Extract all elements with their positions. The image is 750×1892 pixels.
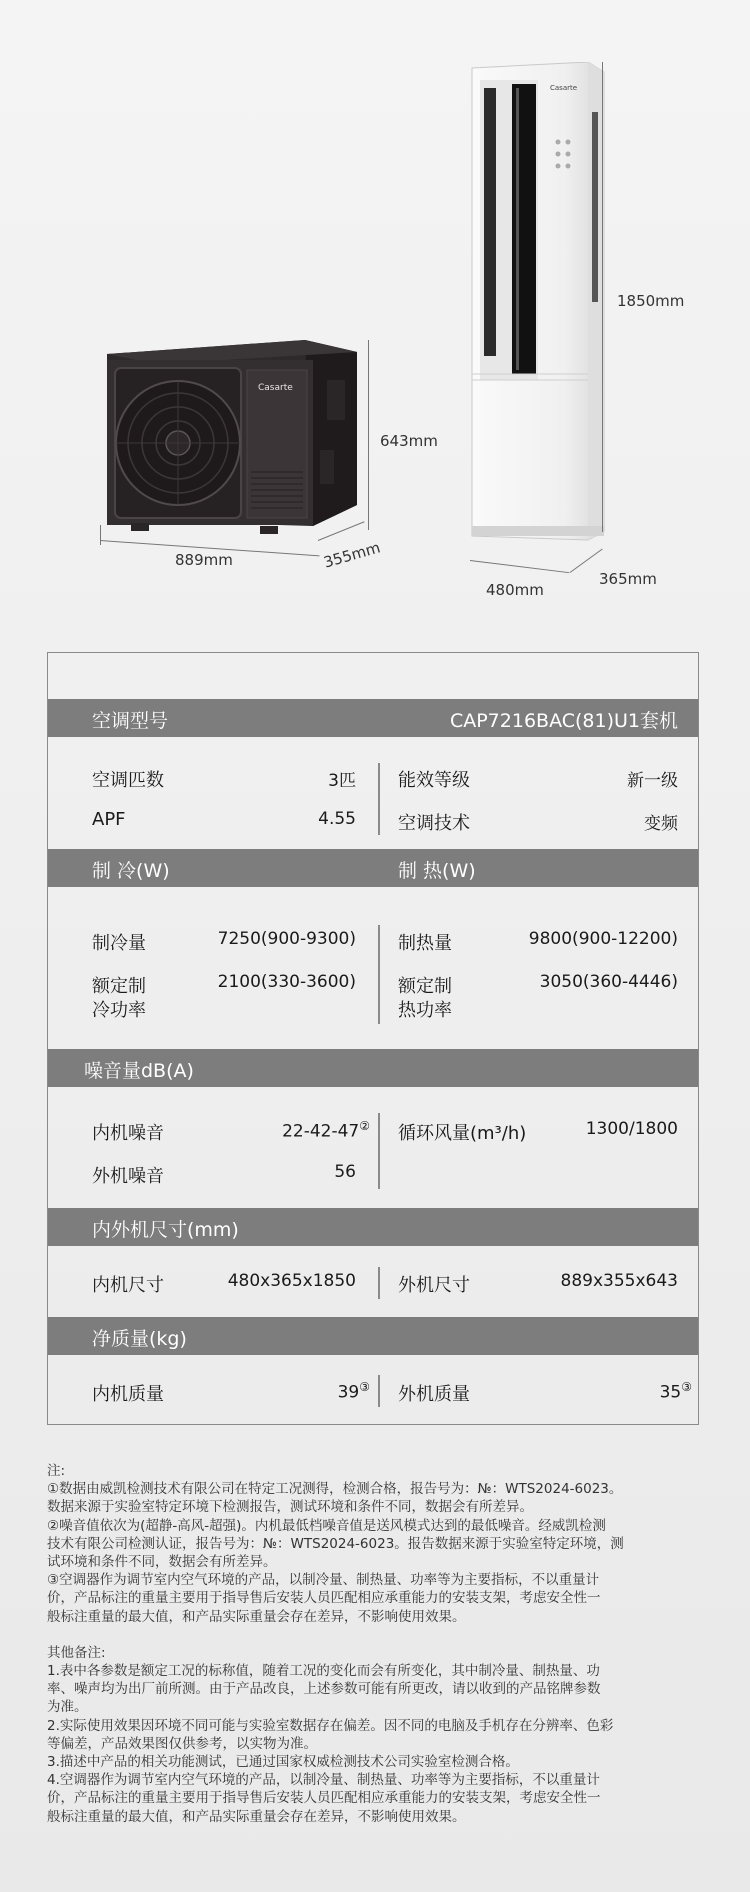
note-line: 价，产品标注的重量主要用于指导售后安装人员匹配相应承重能力的安装支架，考虑安全性一 [47, 1590, 601, 1607]
cooling-capacity-label: 制冷量 [92, 933, 146, 954]
airflow-value: 1300/1800 [585, 1119, 678, 1139]
note-line: 试环境和条件不同，数据会有所差异。 [47, 1554, 277, 1571]
outdoor-noise-label: 外机噪音 [92, 1166, 164, 1187]
rated-cool-label-2: 冷功率 [92, 1000, 146, 1021]
rated-heat-label-2: 热功率 [398, 1000, 452, 1021]
cooling-capacity-value: 7250(900-9300) [217, 929, 356, 949]
noise-bar [48, 1049, 698, 1087]
cool-heat-bar [48, 849, 698, 887]
note-line: 技术有限公司检测认证，报告号为：№：WTS2024-6023。报告数据来源于实验室特定环境，测 [47, 1535, 624, 1552]
divider [378, 1267, 380, 1299]
notes-list [47, 1480, 702, 1626]
footnote-mark: ③ [359, 1380, 370, 1394]
notes-title: 注: [47, 1463, 66, 1479]
indoor-unit-image [470, 62, 610, 547]
divider [378, 1113, 380, 1189]
outdoor-unit-image [95, 330, 370, 545]
note-line: 等偏差，产品效果图仅供参考，以实物为准。 [47, 1735, 317, 1752]
other-notes-list [47, 1662, 702, 1826]
indoor-weight-label: 内机质量 [92, 1384, 164, 1405]
footnote-mark: ② [359, 1119, 370, 1133]
weight-bar [48, 1317, 698, 1355]
note-line: ③空调器作为调节室内空气环境的产品，以制冷量、制热量、功率等为主要指标，不以重量计 [47, 1572, 600, 1589]
footnote-mark: ③ [681, 1380, 692, 1394]
indoor-width-label: 480mm [486, 581, 544, 599]
ac-tech-label: 空调技术 [398, 813, 470, 834]
outdoor-size-value: 889x355x643 [560, 1271, 678, 1291]
indoor-noise-value: 22-42-47② [282, 1119, 370, 1142]
divider [378, 763, 380, 835]
heating-capacity-label: 制热量 [398, 933, 452, 954]
other-notes-title: 其他备注: [47, 1644, 106, 1661]
note-line: 1.表中各参数是额定工况的标称值，随着工况的变化而会有所变化，其中制冷量、制热量、功 [47, 1663, 600, 1680]
hp-value: 3匹 [328, 771, 356, 791]
indoor-size-value: 480x365x1850 [227, 1271, 356, 1291]
model-value: CAP7216BAC(81)U1套机 [449, 710, 678, 732]
energy-grade-label: 能效等级 [398, 770, 470, 791]
rated-heat-label: 额定制 [398, 976, 452, 997]
rated-cool-label: 额定制 [92, 976, 146, 997]
outdoor-width-label: 889mm [175, 551, 233, 569]
weight-section-title: 净质量(kg) [92, 1328, 187, 1350]
note-line: 为准。 [47, 1699, 88, 1716]
apf-value: 4.55 [318, 809, 356, 829]
note-line: 率、噪声均为出厂前所测。由于产品改良，上述参数可能有所更改，请以收到的产品铭牌参数 [47, 1681, 601, 1698]
note-line: ①数据由威凯检测技术有限公司在特定工况测得，检测合格，报告号为：№：WTS2024-6023。 [47, 1481, 623, 1498]
spec-table [47, 652, 699, 1425]
airflow-label: 循环风量(m³/h) [398, 1123, 527, 1144]
ac-tech-value: 变频 [644, 814, 678, 834]
divider [378, 1375, 380, 1407]
indoor-height-label: 1850mm [617, 292, 685, 310]
product-illustration [0, 0, 750, 620]
apf-label: APF [92, 809, 126, 830]
energy-grade-value: 新一级 [627, 771, 678, 791]
notes [47, 1462, 702, 1826]
model-bar [48, 699, 698, 737]
note-line: 3.描述中产品的相关功能测试，已通过国家权威检测技术公司实验室检测合格。 [47, 1754, 519, 1771]
note-line: 数据来源于实验室特定环境下检测报告，测试环境和条件不同，数据会有所差异。 [47, 1499, 533, 1516]
indoor-noise-label: 内机噪音 [92, 1123, 164, 1144]
cool-section-title: 制 冷(W) [92, 860, 170, 882]
divider [378, 925, 380, 1024]
svg-text:Casarte: Casarte [550, 84, 578, 92]
heat-section-title: 制 热(W) [398, 860, 476, 882]
rated-cool-value: 2100(330-3600) [217, 972, 356, 992]
note-line: ②噪音值依次为(超静-高风-超强)。内机最低档噪音值是送风模式达到的最低噪音。经威凯检测 [47, 1517, 606, 1534]
note-line: 2.实际使用效果因环境不同可能与实验室数据存在偏差。因不同的电脑及手机存在分辨率、色彩 [47, 1717, 614, 1734]
heating-capacity-value: 9800(900-12200) [528, 929, 678, 949]
outdoor-size-label: 外机尺寸 [398, 1275, 470, 1296]
indoor-size-label: 内机尺寸 [92, 1275, 164, 1296]
note-line: 4.空调器作为调节室内空气环境的产品，以制冷量、制热量、功率等为主要指标，不以重量计 [47, 1772, 600, 1789]
model-label: 空调型号 [92, 710, 169, 732]
rated-heat-value: 3050(360-4446) [539, 972, 678, 992]
svg-text:Casarte: Casarte [258, 383, 293, 393]
size-section-title: 内外机尺寸(mm) [92, 1219, 239, 1241]
hp-label: 空调匹数 [92, 770, 164, 791]
note-line: 般标注重量的最大值，和产品实际重量会存在差异，不影响使用效果。 [47, 1608, 466, 1625]
outdoor-weight-value: 35③ [659, 1380, 692, 1403]
outdoor-height-label: 643mm [380, 432, 438, 450]
noise-section-title: 噪音量dB(A) [84, 1060, 194, 1082]
indoor-weight-value: 39③ [337, 1380, 370, 1403]
outdoor-weight-label: 外机质量 [398, 1384, 470, 1405]
indoor-depth-label: 365mm [599, 570, 657, 588]
outdoor-depth-label: 355mm [321, 538, 383, 572]
size-bar [48, 1208, 698, 1246]
outdoor-noise-value: 56 [334, 1162, 356, 1182]
note-line: 般标注重量的最大值，和产品实际重量会存在差异，不影响使用效果。 [47, 1808, 466, 1825]
note-line: 价，产品标注的重量主要用于指导售后安装人员匹配相应承重能力的安装支架，考虑安全性一 [47, 1790, 601, 1807]
